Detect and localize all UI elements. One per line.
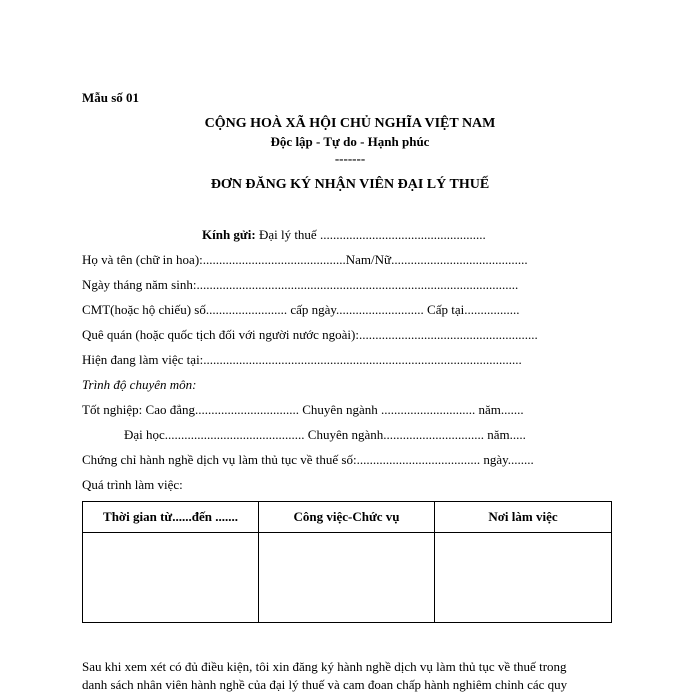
- form-number: Mẫu số 01: [82, 90, 140, 105]
- country-name: CỘNG HOÀ XÃ HỘI CHỦ NGHĨA VIỆT NAM: [204, 116, 496, 131]
- header-separator: -------: [334, 151, 366, 166]
- table-cell: [259, 533, 435, 623]
- field-full-name: Họ và tên (chữ in hoa):............................................Nam/Nữ..........................................: [82, 252, 528, 267]
- column-header-time: Thời gian từ......đến .......: [83, 502, 259, 533]
- field-hometown: Quê quán (hoặc quốc tịch đối với người nước ngoài):.......................................................: [82, 327, 538, 342]
- column-header-workplace: Nơi làm việc: [435, 502, 612, 533]
- document-title: ĐƠN ĐĂNG KÝ NHẬN VIÊN ĐẠI LÝ THUẾ: [210, 177, 490, 192]
- education-heading: Trình độ chuyên môn:: [82, 377, 197, 392]
- table-header-row: [83, 502, 612, 533]
- field-current-workplace: Hiện đang làm việc tại:..................................................................................................: [82, 352, 522, 367]
- recipient-label: Kính gửi:: [202, 227, 256, 242]
- table-row: [83, 533, 612, 623]
- field-college: Tốt nghiệp: Cao đẳng................................ Chuyên ngành ............................. năm.......: [82, 402, 524, 417]
- field-certificate: Chứng chỉ hành nghề dịch vụ làm thủ tục về thuế số:...................................... ngày........: [82, 452, 534, 467]
- motto: Độc lập - Tự do - Hạnh phúc: [270, 134, 430, 149]
- recipient-text: Đại lý thuế ...................................................: [255, 227, 486, 242]
- column-header-position: Công việc-Chức vụ: [259, 502, 435, 533]
- work-history-table: [82, 501, 612, 623]
- field-date-of-birth: Ngày tháng năm sinh:...................................................................................................: [82, 277, 519, 292]
- work-history-heading: Quá trình làm việc:: [82, 477, 183, 492]
- field-university: Đại học........................................... Chuyên ngành............................... năm.....: [124, 427, 526, 442]
- declaration-line-2: danh sách nhân viên hành nghề của đại lý thuế và cam đoan chấp hành nghiêm chỉnh các quy: [82, 677, 568, 692]
- table-cell: [83, 533, 259, 623]
- recipient-line: [202, 227, 486, 243]
- declaration-line-1: Sau khi xem xét có đủ điều kiện, tôi xin đăng ký hành nghề dịch vụ làm thủ tục về thuế trong: [82, 659, 567, 674]
- table-cell: [435, 533, 612, 623]
- field-id-card: CMT(hoặc hộ chiếu) số......................... cấp ngày........................... Cấp tại.................: [82, 302, 520, 317]
